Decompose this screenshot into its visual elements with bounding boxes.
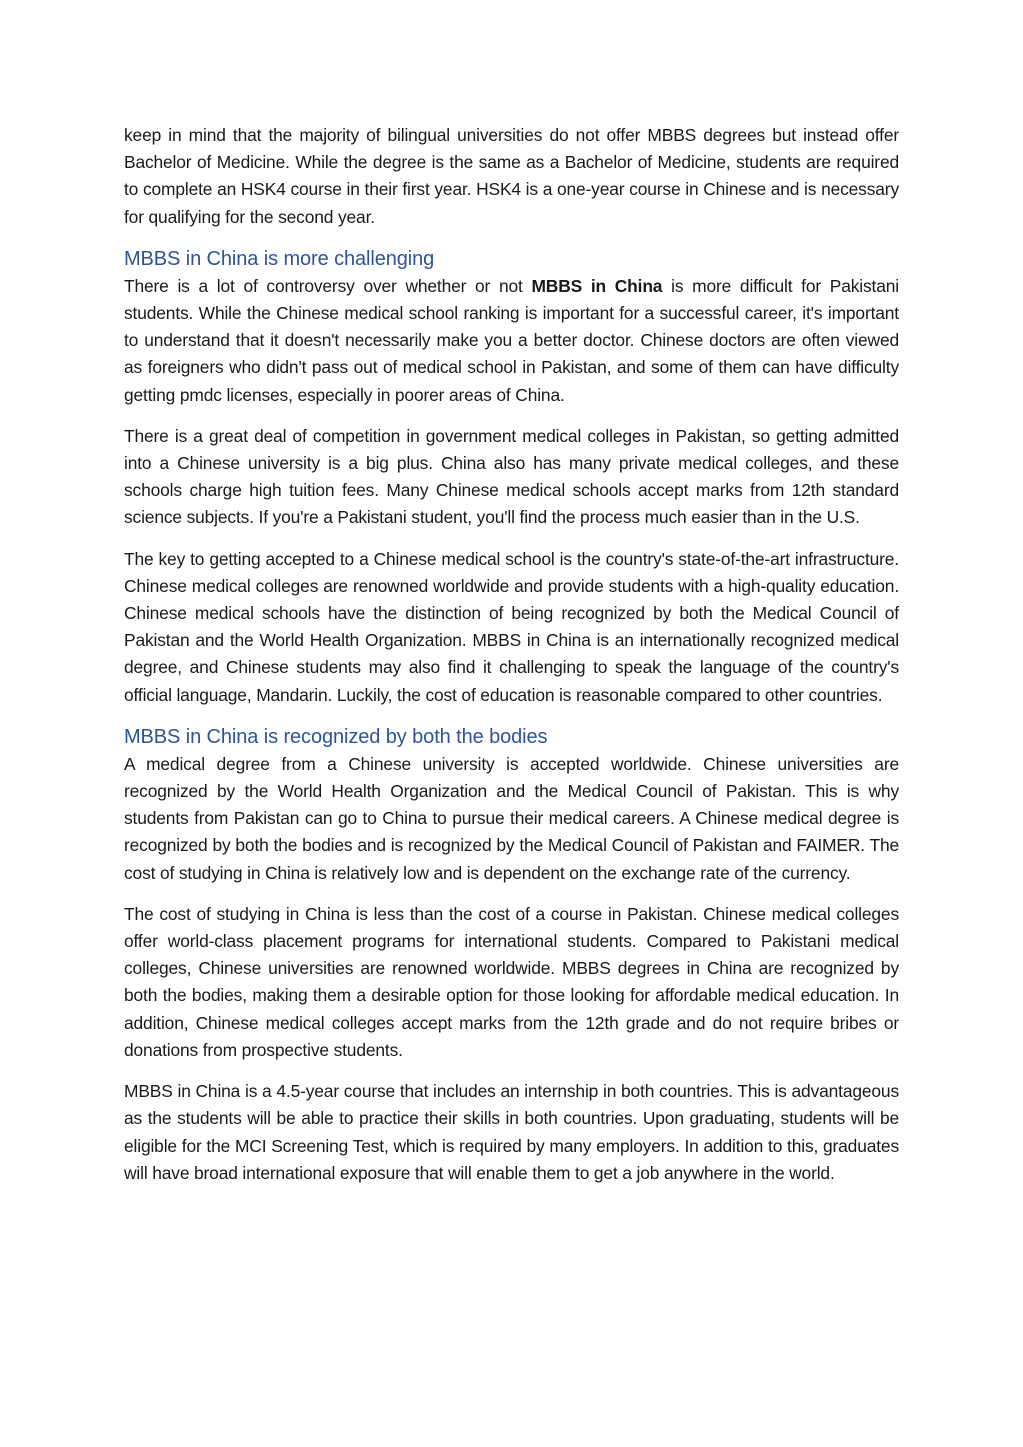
document-page xyxy=(124,122,899,1201)
bold-mbbs-in-china: MBBS in China xyxy=(531,275,663,296)
paragraph-course-duration: MBBS in China is a 4.5-year course that includes an internship in both countries. This is advantageous as the students will be able to practice their skills in both countries. Upon graduating, students will be eligible for the MCI Screening Test, which is required by many employers. In addition to this, graduates will have broad international exposure that will enable them to get a job anywhere in the world. xyxy=(124,1081,899,1183)
intro-paragraph: keep in mind that the majority of bilingual universities do not offer MBBS degrees but instead offer Bachelor of Medicine. While the degree is the same as a Bachelor of Medicine, students are required to complete an HSK4 course in their first year. HSK4 is a one-year course in Chinese and is necessary for qualifying for the second year. xyxy=(124,125,899,227)
paragraph-infrastructure: The key to getting accepted to a Chinese medical school is the country's state-of-the-art infrastructure. Chinese medical colleges are renowned worldwide and provide students with a high-quality education. Chinese medical schools have the distinction of being recognized by both the Medical Council of Pakistan and the World Health Organization. MBBS in China is an internationally recognized medical degree, and Chinese students may also find it challenging to speak the language of the country's official language, Mandarin. Luckily, the cost of education is reasonable compared to other countries. xyxy=(124,548,899,705)
section-heading-challenging: MBBS in China is more challenging xyxy=(124,247,435,270)
paragraph-controversy-lead: There is a lot of controversy over whether or not xyxy=(124,275,532,296)
paragraph-controversy-rest: is more difficult for Pakistani students. While the Chinese medical school ranking is important for a successful career, it's important to understand that it doesn't necessarily make you a better doctor. Chinese doctors are often viewed as foreigners who didn't pass out of medical school in Pakistan, and some of them can have difficulty getting pmdc licenses, especially in poorer areas of China. xyxy=(124,275,899,405)
section-heading-recognized: MBBS in China is recognized by both the bodies xyxy=(124,725,548,748)
paragraph-controversy xyxy=(124,273,899,409)
paragraph-accepted-worldwide: A medical degree from a Chinese university is accepted worldwide. Chinese universities are recognized by the World Health Organization and the Medical Council of Pakistan. This is why students from Pakistan can go to China to pursue their medical careers. A Chinese medical degree is recognized by both the bodies and is recognized by the Medical Council of Pakistan and FAIMER. The cost of studying in China is relatively low and is dependent on the exchange rate of the currency. xyxy=(124,753,899,883)
paragraph-cost: The cost of studying in China is less than the cost of a course in Pakistan. Chinese medical colleges offer world-class placement programs for international students. Compared to Pakistani medical colleges, Chinese universities are renowned worldwide. MBBS degrees in China are recognized by both the bodies, making them a desirable option for those looking for affordable medical education. In addition, Chinese medical colleges accept marks from the 12th grade and do not require bribes or donations from prospective students. xyxy=(124,903,899,1060)
paragraph-competition: There is a great deal of competition in government medical colleges in Pakistan, so getting admitted into a Chinese university is a big plus. China also has many private medical colleges, and these schools charge high tuition fees. Many Chinese medical schools accept marks from 12th standard science subjects. If you're a Pakistani student, you'll find the process much easier than in the U.S. xyxy=(124,425,899,528)
